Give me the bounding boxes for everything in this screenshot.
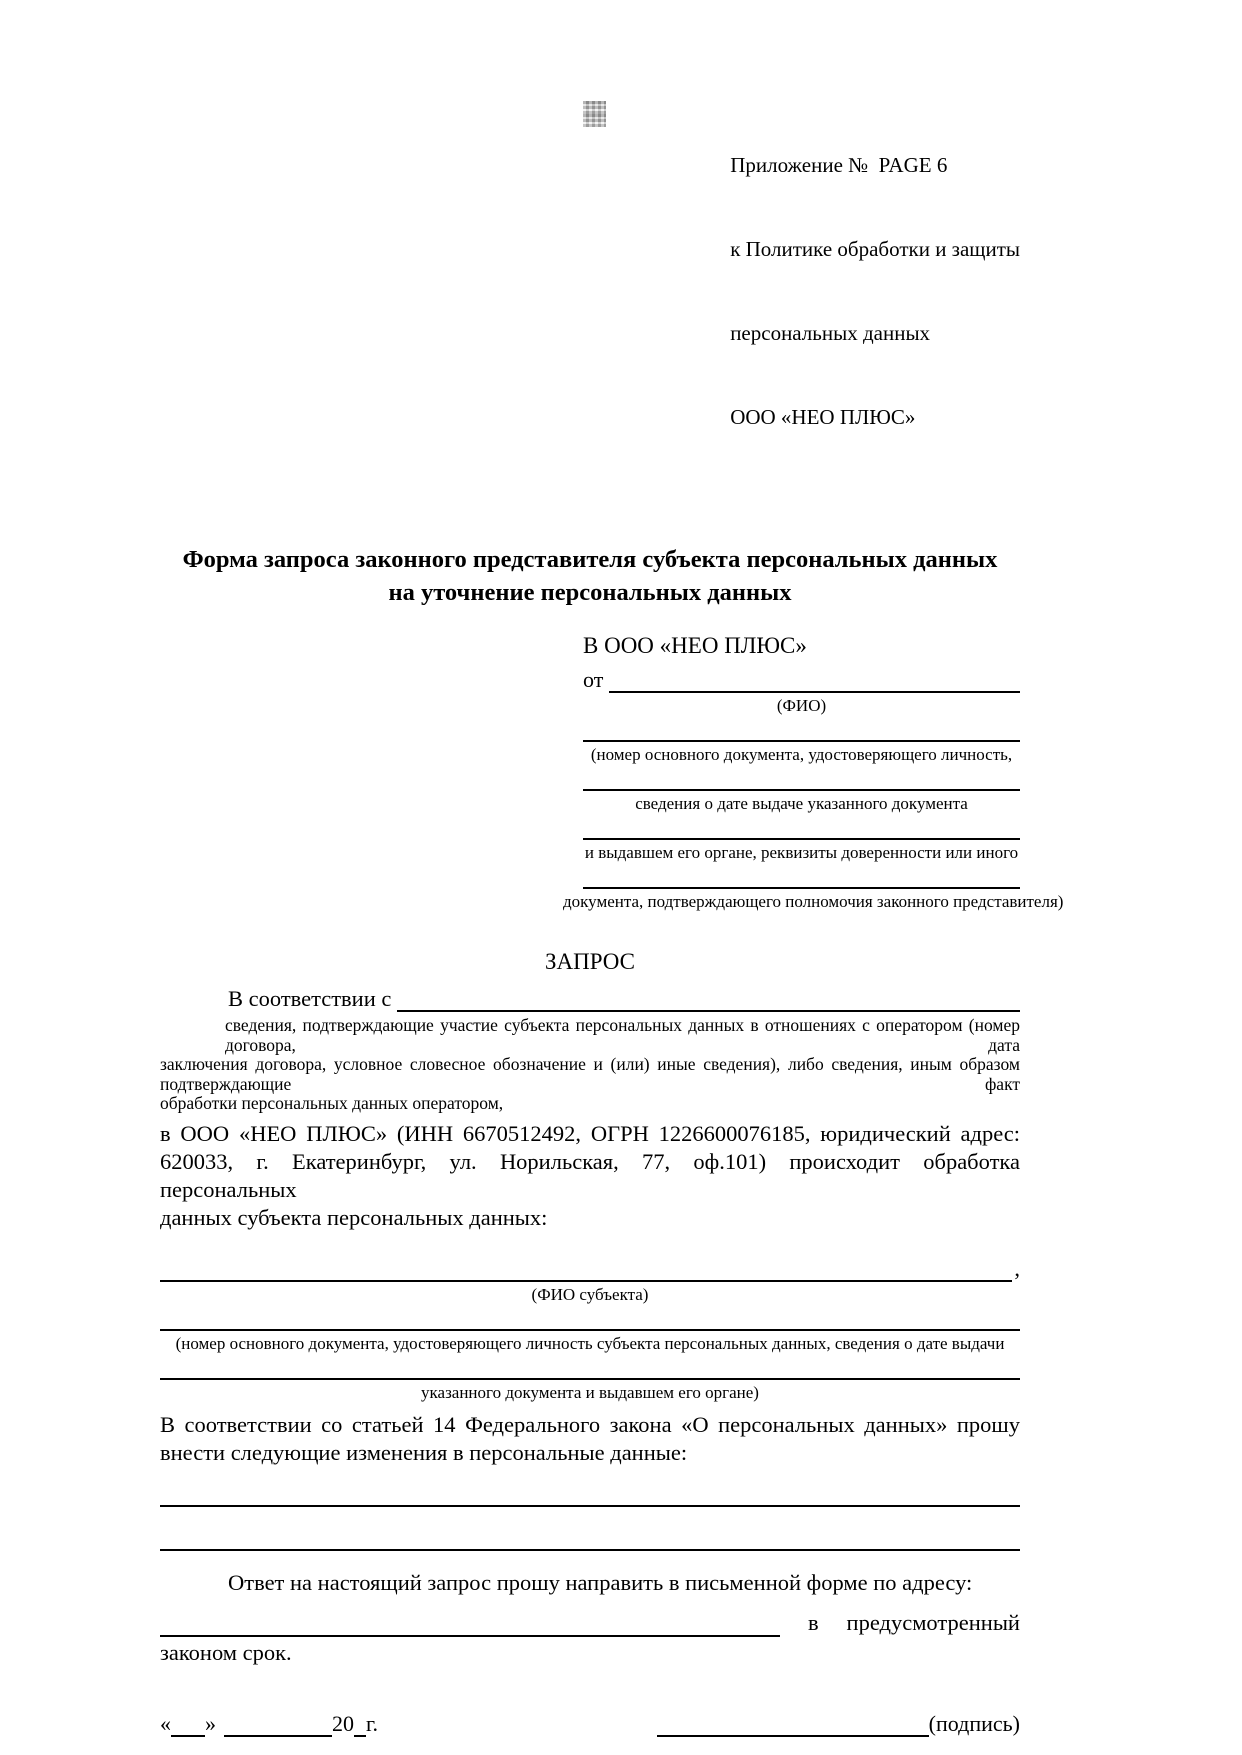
reply-word: предусмотренный [846, 1609, 1020, 1635]
year-suffix: г. [366, 1710, 379, 1736]
day-blank[interactable] [171, 1717, 205, 1737]
doc-caption: сведения о дате выдаче указанного документа [635, 794, 968, 813]
operator-line: 620033, г. Екатеринбург, ул. Норильская, 77, оф.101) происходит обработка персональных [160, 1148, 1020, 1202]
appendix-line: Приложение № PAGE 6 [730, 153, 948, 177]
title-line: на уточнение персональных данных [388, 579, 792, 606]
date-group [160, 1711, 378, 1737]
reply-address-row [160, 1609, 1020, 1637]
fine-print [160, 1016, 1020, 1114]
basis-blank[interactable] [397, 990, 1020, 1012]
subject-doc-caption: указанного документа и выдавшем его органе) [421, 1382, 759, 1402]
subject-fio-blank[interactable] [160, 1260, 1012, 1282]
doc-field [563, 887, 1064, 912]
reply-paragraph: Ответ на настоящий запрос прошу направить в письменной форме по адресу: [228, 1569, 973, 1595]
addressee-to: В ООО «НЕО ПЛЮС» [583, 633, 807, 658]
doc-field [583, 789, 1020, 814]
representative-doc-blank-1[interactable] [583, 740, 1020, 742]
signature-blank[interactable] [657, 1717, 929, 1737]
doc-field [583, 740, 1020, 765]
fine-print-line: обработки персональных данных оператором, [160, 1093, 504, 1113]
from-row [583, 667, 1020, 693]
law-paragraph [160, 1411, 1020, 1467]
fine-print-line: сведения, подтверждающие участие субъекта персональных данных в отношениях с оператором (номер договора, дата [225, 1015, 1020, 1055]
law-line: В соответствии со статьей 14 Федерального закона «О персональных данных» прошу [160, 1411, 1020, 1437]
addressee-block [563, 631, 1064, 912]
signature-row [160, 1711, 1020, 1737]
law-line: внести следующие изменения в персональные данные: [160, 1439, 688, 1465]
operator-line: данных субъекта персональных данных: [160, 1204, 548, 1230]
quote-close: » [205, 1710, 216, 1736]
year-prefix: 20 [332, 1710, 354, 1736]
fio-caption: (ФИО) [776, 696, 827, 715]
request-heading: ЗАПРОС [544, 949, 636, 974]
trailing-comma: , [1014, 1255, 1020, 1281]
representative-doc-blank-3[interactable] [583, 838, 1020, 840]
quote-open: « [160, 1710, 171, 1736]
intro-row [160, 986, 1020, 1012]
document-title [160, 543, 1020, 609]
subject-doc-blank-2[interactable] [160, 1378, 1020, 1380]
doc-caption: (номер основного документа, удостоверяющего личность, [590, 745, 1013, 764]
signature-group [657, 1711, 1020, 1737]
from-label: от [583, 667, 604, 692]
representative-doc-blank-4[interactable] [583, 887, 1020, 889]
subject-doc-blank-1[interactable] [160, 1329, 1020, 1331]
subject-fio-row [160, 1256, 1020, 1282]
appendix-line: ООО «НЕО ПЛЮС» [730, 405, 916, 429]
fine-print-line: заключения договора, условное словесное обозначение и (или) иные сведения), либо сведения, иным образом подтверждающие факт [160, 1054, 1020, 1094]
subject-doc-field [160, 1329, 1020, 1354]
appendix-block [730, 95, 1020, 487]
intro-label: В соответствии с [228, 986, 392, 1011]
representative-doc-blank-2[interactable] [583, 789, 1020, 791]
doc-caption: документа, подтверждающего полномочия законного представителя) [563, 892, 1064, 911]
blurred-stamp-icon [583, 101, 606, 127]
subject-doc-caption: (номер основного документа, удостоверяющего личность субъекта персональных данных, сведения о дате выдачи [175, 1333, 1005, 1353]
changes-blank-1[interactable] [160, 1505, 1020, 1507]
month-blank[interactable] [224, 1717, 332, 1737]
operator-paragraph [160, 1120, 1020, 1232]
doc-field [583, 838, 1020, 863]
signature-caption: (подпись) [928, 1710, 1020, 1736]
representative-fio-blank[interactable] [609, 671, 1020, 693]
year-blank[interactable] [354, 1717, 366, 1737]
title-line: Форма запроса законного представителя субъекта персональных данных [182, 546, 998, 573]
subject-fio-caption: (ФИО субъекта) [531, 1284, 649, 1304]
subject-doc-field [160, 1378, 1020, 1403]
reply-address-blank[interactable] [160, 1615, 780, 1637]
operator-line: в ООО «НЕО ПЛЮС» (ИНН 6670512492, ОГРН 1226600076185, юридический адрес: [160, 1120, 1020, 1146]
reply-tail: законом срок. [160, 1639, 292, 1665]
appendix-line: к Политике обработки и защиты [730, 237, 1020, 261]
page-header [583, 95, 1020, 487]
reply-word: в [807, 1609, 819, 1635]
changes-blank-2[interactable] [160, 1549, 1020, 1551]
appendix-line: персональных данных [730, 321, 931, 345]
doc-caption: и выдавшем его органе, реквизиты доверенности или иного [584, 843, 1019, 862]
